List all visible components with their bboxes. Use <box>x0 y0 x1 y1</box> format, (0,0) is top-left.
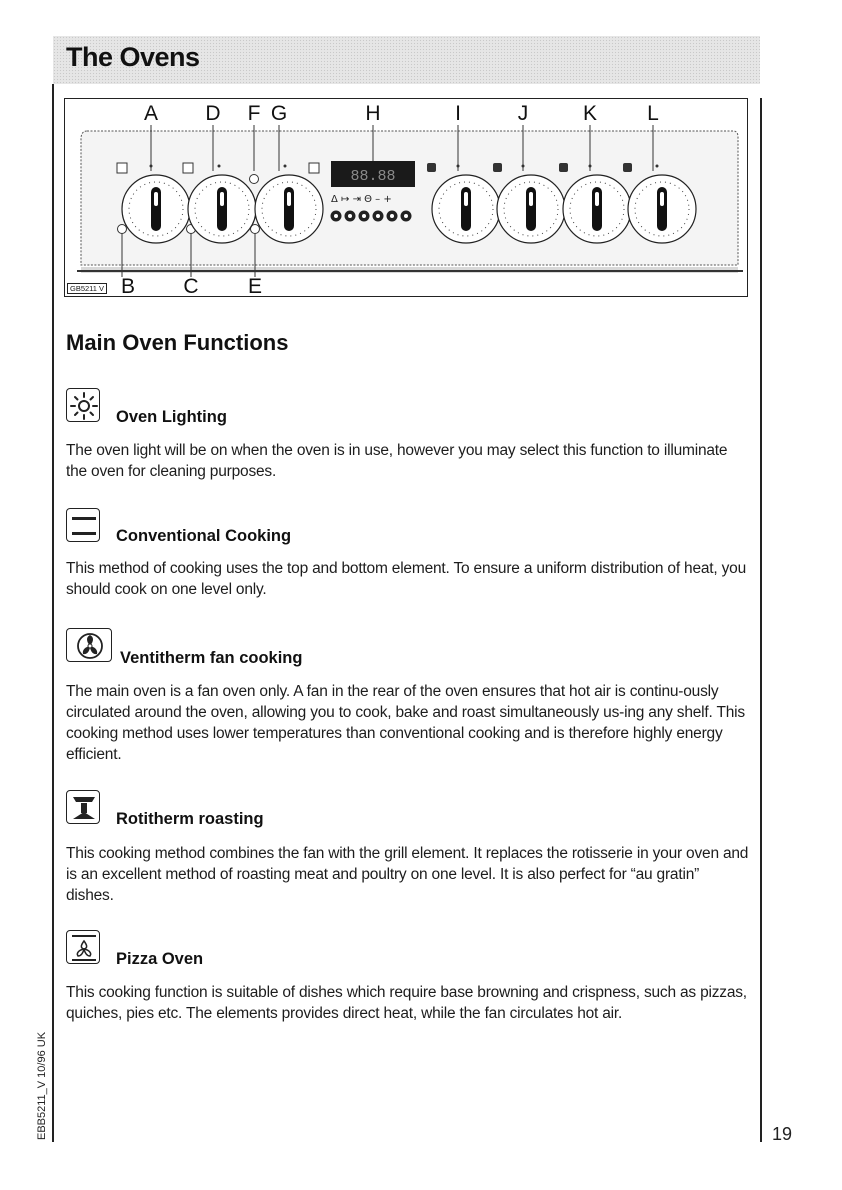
function-title-conventional-cooking: Conventional Cooking <box>116 527 292 545</box>
page-number: 19 <box>772 1124 793 1144</box>
model-code-label: GB5211 V <box>67 283 107 294</box>
callout-letter: J <box>517 102 529 125</box>
document-reference: EBB5211_V 10/96 UK <box>36 1031 48 1140</box>
clock-readout: 88.88 <box>350 168 396 185</box>
pizza-oven-icon <box>66 930 100 964</box>
oven-light-icon <box>66 388 100 422</box>
callout-letter: D <box>205 102 221 125</box>
callout-letter: H <box>365 102 381 125</box>
function-body-ventitherm-fan-cooking: The main oven is a fan oven only. A fan in the rear of the oven ensures that hot air is continu-ously circulated around the oven, allowing you to cook, bake and roast simultaneously us-ing any shelf. This cooking method uses lower temperatures than conventional cooking and is therefore highly energy efficient. <box>66 683 745 763</box>
callout-letter: F <box>247 102 261 125</box>
fan-icon <box>66 628 112 662</box>
function-body-pizza-oven: This cooking function is suitable of dishes which require base browning and crispness, such as pizzas, quiches, pies etc. The elements provides direct heat, while the fan circulates hot air. <box>66 984 747 1022</box>
callout-letter: L <box>647 102 659 125</box>
control-panel-illustration <box>65 99 749 298</box>
callout-letter: C <box>183 275 199 298</box>
page-title: The Ovens <box>66 42 200 72</box>
control-panel-diagram <box>64 98 748 297</box>
function-title-ventitherm-fan-cooking: Ventitherm fan cooking <box>120 649 303 667</box>
right-margin-rule <box>760 98 762 1142</box>
callout-letter: B <box>120 275 136 298</box>
function-body-conventional-cooking: This method of cooking uses the top and bottom element. To ensure a uniform distribution of heat, you should cook on one level only. <box>66 560 747 598</box>
left-margin-rule <box>52 84 54 1142</box>
function-title-pizza-oven: Pizza Oven <box>116 950 204 968</box>
conventional-cooking-icon <box>66 508 100 542</box>
rotitherm-roasting-icon <box>66 790 100 824</box>
callout-letter: A <box>143 102 159 125</box>
callout-letter: I <box>455 102 461 125</box>
callout-letter: K <box>582 102 598 125</box>
function-body-rotitherm-roasting: This cooking method combines the fan with the grill element. It replaces the rotisserie in your oven and is an excellent method of roasting meat and poultry on one level. It is also perfect for “au gratin” dishes. <box>66 845 749 904</box>
function-title-oven-lighting: Oven Lighting <box>116 408 227 426</box>
function-body-oven-lighting: The oven light will be on when the oven is in use, however you may select this function to illuminate the oven for cleaning purposes. <box>66 442 728 480</box>
timer-symbols: Δ ↦ ⇥ Θ – + <box>331 194 392 205</box>
section-heading: Main Oven Functions <box>66 330 289 355</box>
callout-letter: G <box>270 102 288 125</box>
callout-letter: E <box>247 275 263 298</box>
function-title-rotitherm-roasting: Rotitherm roasting <box>116 810 264 828</box>
